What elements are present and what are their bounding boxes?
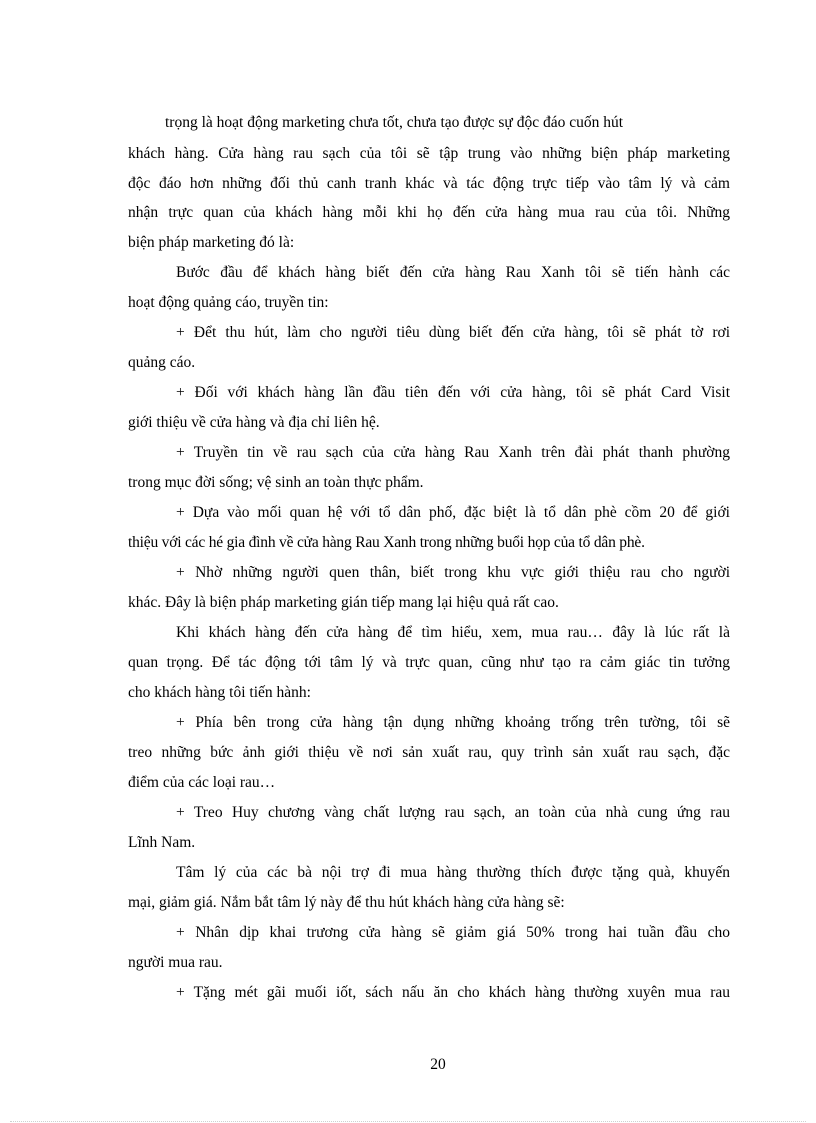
text-line-17: khác. Đây là biện pháp marketing gián tiếp mang lại hiệu quả rất cao.: [128, 594, 559, 611]
text-line-16: + Nhờ những người quen thân, biết trong khu vực giới thiệu rau cho người: [176, 564, 730, 581]
text-line-23: điểm của các loại rau…: [128, 774, 276, 791]
text-line-10: + Đối với khách hàng lần đầu tiên đến với cửa hàng, tôi sẽ phát Card Visit: [176, 384, 730, 401]
text-line-3: độc đáo hơn những đối thủ canh tranh khác và tác động trực tiếp vào tâm lý và cảm: [128, 175, 730, 192]
text-line-25: Lĩnh Nam.: [128, 834, 196, 851]
text-line-19: quan trọng. Để tác động tới tâm lý và trực quan, cũng như tạo ra cảm giác tin tưởng: [128, 654, 730, 671]
text-line-15: thiệu với các hé gia đình về cửa hàng Rau Xanh trong những buổi họp của tổ dân phè.: [128, 534, 645, 551]
text-line-21: + Phía bên trong cửa hàng tận dụng những khoảng trống trên tường, tôi sẽ: [176, 714, 730, 731]
text-line-12: + Truyền tin về rau sạch của cửa hàng Rau Xanh trên đài phát thanh phường: [176, 444, 730, 461]
text-line-7: hoạt động quảng cáo, truyền tin:: [128, 294, 329, 311]
text-line-9: quảng cáo.: [128, 354, 196, 371]
text-line-14: + Dựa vào mối quan hệ với tổ dân phố, đặc biệt là tổ dân phè cồm 20 để giới: [176, 504, 730, 521]
text-line-18: Khi khách hàng đến cửa hàng để tìm hiểu, xem, mua rau… đây là lúc rất là: [176, 624, 730, 641]
text-line-13: trong mục đời sống; vệ sinh an toàn thực phẩm.: [128, 474, 424, 491]
page-bottom-divider: [10, 1121, 806, 1122]
text-line-4: nhận trực quan của khách hàng mỗi khi họ đến cửa hàng mua rau của tôi. Những: [128, 204, 730, 221]
text-line-11: giới thiệu về cửa hàng và địa chỉ liên hệ.: [128, 414, 380, 431]
text-line-8: + Đểt thu hút, làm cho người tiêu dùng biết đến cửa hàng, tôi sẽ phát tờ rơi: [176, 324, 730, 341]
text-line-2: khách hàng. Cửa hàng rau sạch của tôi sẽ tập trung vào những biện pháp marketing: [128, 145, 730, 162]
text-line-20: cho khách hàng tôi tiến hành:: [128, 684, 311, 701]
text-line-27: mại, giảm giá. Nắm bắt tâm lý này để thu hút khách hàng cửa hàng sẽ:: [128, 894, 565, 911]
text-line-30: + Tặng mét gãi muối iốt, sách nấu ăn cho khách hàng thường xuyên mua rau: [176, 984, 730, 1001]
text-line-5: biện pháp marketing đó là:: [128, 234, 295, 251]
text-line-22: treo những bức ảnh giới thiệu về nơi sản xuất rau, quy trình sản xuất rau sạch, đặc: [128, 744, 730, 761]
text-line-29: người mua rau.: [128, 954, 223, 971]
text-line-24: + Treo Huy chương vàng chất lượng rau sạch, an toàn của nhà cung ứng rau: [176, 804, 730, 821]
text-line-28: + Nhân dịp khai trương cửa hàng sẽ giảm giá 50% trong hai tuần đầu cho: [176, 924, 730, 941]
text-line-6: Bước đầu để khách hàng biết đến cửa hàng Rau Xanh tôi sẽ tiến hành các: [176, 264, 730, 281]
text-line-1: trọng là hoạt động marketing chưa tốt, chưa tạo được sự độc đáo cuốn hút: [165, 114, 624, 131]
text-line-26: Tâm lý của các bà nội trợ đi mua hàng thường thích được tặng quà, khuyến: [176, 864, 730, 881]
page-number: 20: [430, 1056, 446, 1073]
